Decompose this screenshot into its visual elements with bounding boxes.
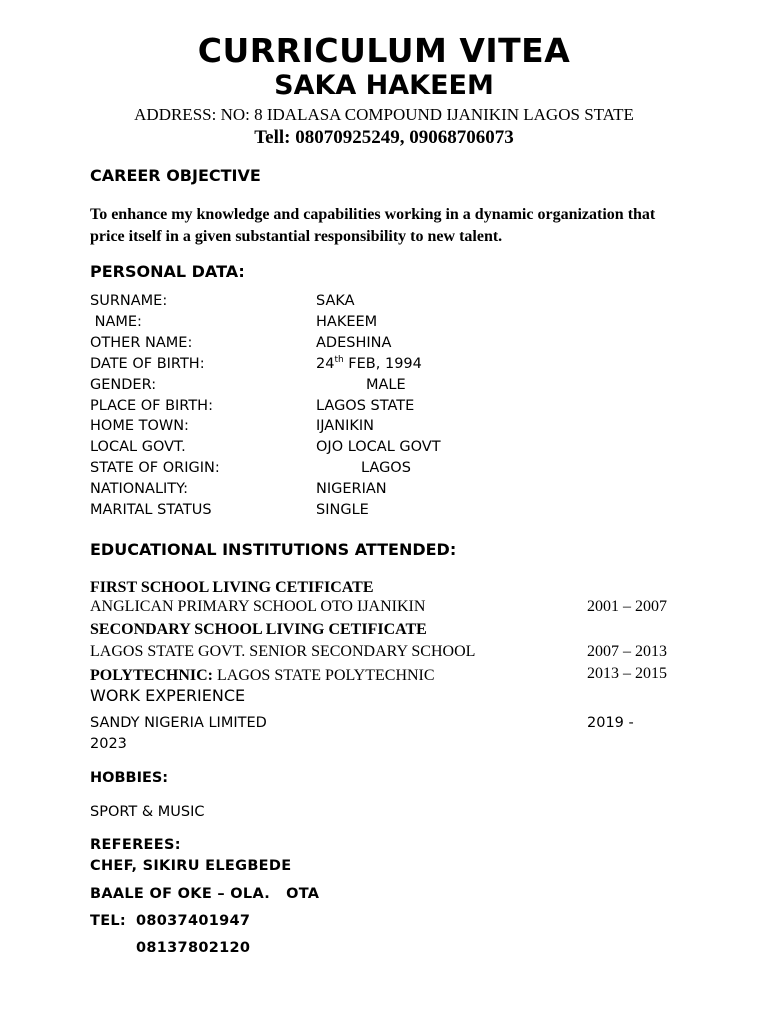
- place-of-birth-value: LAGOS STATE: [316, 398, 415, 414]
- referee-tel-2: 08137802120: [136, 940, 251, 956]
- nationality-value: NIGERIAN: [316, 481, 387, 497]
- first-cert-title: FIRST SCHOOL LIVING CETIFICATE: [90, 579, 374, 596]
- name-label: NAME:: [90, 314, 142, 330]
- education-heading: EDUCATIONAL INSTITUTIONS ATTENDED:: [90, 540, 457, 559]
- polytechnic-years: 2013 – 2015: [587, 665, 667, 682]
- address-line: ADDRESS: NO: 8 IDALASA COMPOUND IJANIKIN LAGOS STATE: [134, 105, 634, 124]
- referee-tel-1: 08037401947: [136, 913, 251, 929]
- dob-day: 24: [316, 356, 335, 372]
- other-name-value: ADESHINA: [316, 335, 392, 351]
- first-school-name: ANGLICAN PRIMARY SCHOOL OTO IJANIKIN: [90, 598, 426, 615]
- career-objective-text: To enhance my knowledge and capabilities working in a dynamic organization that price itself in a given substantial responsibility to new talent.: [90, 206, 656, 245]
- career-objective-heading: CAREER OBJECTIVE: [90, 166, 261, 185]
- home-town-label: HOME TOWN:: [90, 418, 189, 434]
- polytechnic-line: [90, 665, 435, 685]
- marital-status-label: MARITAL STATUS: [90, 502, 212, 518]
- place-of-birth-label: PLACE OF BIRTH:: [90, 398, 213, 414]
- dob-month-year: FEB, 1994: [343, 356, 422, 372]
- personal-data-heading: PERSONAL DATA:: [90, 262, 245, 281]
- home-town-value: IJANIKIN: [316, 418, 374, 434]
- gender-value: MALE: [366, 377, 406, 393]
- work-experience-heading: WORK EXPERIENCE: [90, 686, 246, 705]
- second-school-years: 2007 – 2013: [587, 643, 667, 660]
- second-cert-title: SECONDARY SCHOOL LIVING CETIFICATE: [90, 621, 427, 638]
- name-value: HAKEEM: [316, 314, 378, 330]
- polytechnic-name: LAGOS STATE POLYTECHNIC: [212, 667, 435, 684]
- second-school-name: LAGOS STATE GOVT. SENIOR SECONDARY SCHOOL: [90, 643, 476, 660]
- phone-line: Tell: 08070925249, 09068706073: [254, 127, 514, 148]
- local-govt-value: OJO LOCAL GOVT: [316, 439, 441, 455]
- dob-value: [316, 356, 422, 372]
- first-school-years: 2001 – 2007: [587, 598, 667, 615]
- applicant-name: SAKA HAKEEM: [274, 70, 494, 101]
- referees-heading: REFEREES:: [90, 837, 181, 853]
- work-years-start: 2019 -: [587, 715, 634, 731]
- other-name-label: OTHER NAME:: [90, 335, 193, 351]
- state-of-origin-value: LAGOS: [361, 460, 411, 476]
- work-company: SANDY NIGERIA LIMITED: [90, 715, 267, 731]
- surname-value: SAKA: [316, 293, 355, 309]
- hobbies-text: SPORT & MUSIC: [90, 804, 205, 820]
- local-govt-label: LOCAL GOVT.: [90, 439, 186, 455]
- nationality-label: NATIONALITY:: [90, 481, 188, 497]
- hobbies-heading: HOBBIES:: [90, 770, 169, 786]
- work-years-end: 2023: [90, 736, 127, 752]
- referee-name: CHEF, SIKIRU ELEGBEDE: [90, 858, 292, 874]
- document-title: CURRICULUM VITEA: [197, 31, 571, 70]
- polytechnic-label: POLYTECHNIC:: [90, 667, 213, 684]
- gender-label: GENDER:: [90, 377, 157, 393]
- state-of-origin-label: STATE OF ORIGIN:: [90, 460, 220, 476]
- dob-label: DATE OF BIRTH:: [90, 356, 205, 372]
- marital-status-value: SINGLE: [316, 502, 369, 518]
- surname-label: SURNAME:: [90, 293, 168, 309]
- referee-tel-label: TEL:: [90, 913, 127, 929]
- dob-day-suffix: th: [334, 355, 344, 366]
- referee-place: BAALE OF OKE – OLA. OTA: [90, 886, 320, 902]
